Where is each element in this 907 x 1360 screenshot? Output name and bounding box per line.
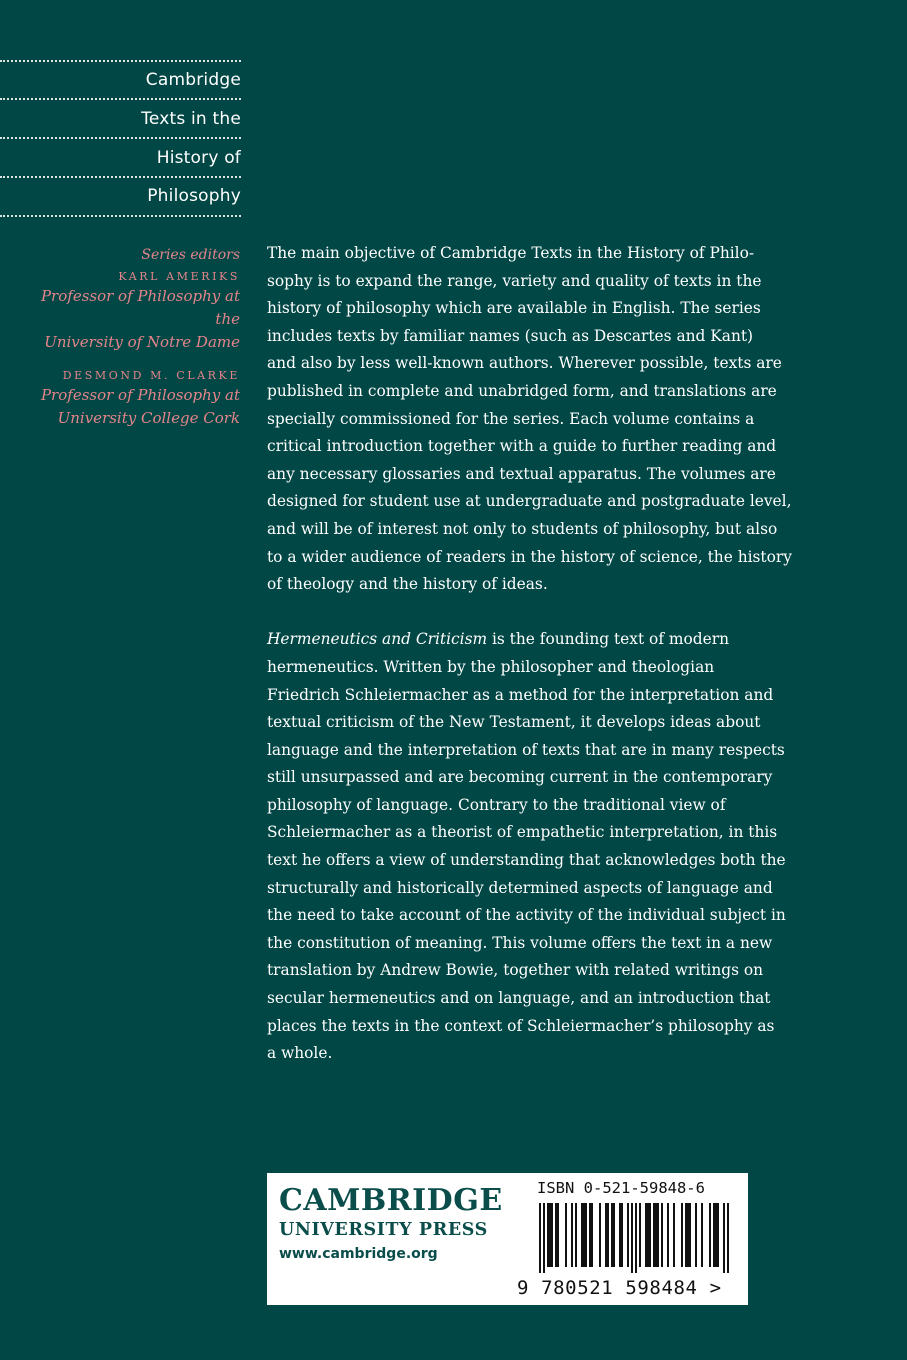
text-line: textual criticism of the New Testament, it develops ideas about xyxy=(267,713,761,732)
barcode-bar xyxy=(539,1203,541,1273)
text-line: places the texts in the context of Schleiermacher’s philosophy as xyxy=(267,1016,775,1035)
barcode-bar xyxy=(555,1203,557,1267)
barcode-bar xyxy=(727,1203,729,1273)
barcode-bar xyxy=(613,1203,615,1267)
publisher-subname: UNIVERSITY PRESS xyxy=(279,1220,488,1240)
book-title: Hermeneutics and Criticism xyxy=(267,630,488,649)
text-line: of theology and the history of ideas. xyxy=(267,575,548,594)
editor-name: KARL AMERIKS xyxy=(118,270,240,283)
barcode-bar xyxy=(647,1203,649,1267)
text-line: philosophy of language. Contrary to the traditional view of xyxy=(267,795,726,814)
barcode-bar xyxy=(591,1203,593,1267)
editor-role: University College Cork xyxy=(57,409,240,427)
barcode-bar xyxy=(599,1203,601,1267)
text-line: structurally and historically determined aspects of language and xyxy=(267,878,773,897)
barcode-bar xyxy=(627,1203,629,1267)
barcode-bar xyxy=(607,1203,609,1267)
text-line: still unsurpassed and are becoming current in the contemporary xyxy=(267,768,773,787)
barcode-bar xyxy=(713,1203,715,1267)
dotted-rule xyxy=(0,98,241,100)
text-line: text he offers a view of understanding that acknowledges both the xyxy=(267,851,786,870)
barcode-bar xyxy=(605,1203,607,1267)
text-line: the constitution of meaning. This volume offers the text in a new xyxy=(267,933,773,952)
text-line: designed for student use at undergraduate and postgraduate level, xyxy=(267,492,792,511)
barcode-bar xyxy=(667,1203,669,1267)
barcode-bar xyxy=(689,1203,691,1267)
barcode-bar xyxy=(709,1203,711,1267)
book-description xyxy=(267,240,792,1095)
barcode-bar xyxy=(611,1203,613,1267)
barcode-bar xyxy=(649,1203,651,1267)
barcode-bar xyxy=(551,1203,553,1267)
editor-name: DESMOND M. CLARKE xyxy=(62,369,240,382)
barcode-bar xyxy=(575,1203,577,1267)
text-line: published in complete and unabridged form, and translations are xyxy=(267,381,777,400)
text-line: any necessary glossaries and textual apparatus. The volumes are xyxy=(267,464,776,483)
editor-role: Professor of Philosophy at the xyxy=(40,287,240,328)
barcode-bar xyxy=(685,1203,687,1267)
text-line: and also by less well-known authors. Wherever possible, texts are xyxy=(267,354,782,373)
text-line: to a wider audience of readers in the history of science, the history xyxy=(267,547,792,566)
publisher-url: www.cambridge.org xyxy=(279,1246,438,1262)
dotted-rule xyxy=(0,215,241,217)
barcode xyxy=(535,1203,743,1275)
barcode-bar xyxy=(557,1203,559,1267)
barcode-bar xyxy=(645,1203,647,1267)
barcode-bar xyxy=(631,1203,633,1273)
barcode-bar xyxy=(653,1203,655,1267)
barcode-bar xyxy=(589,1203,591,1267)
barcode-bar xyxy=(655,1203,657,1267)
text-line: the need to take account of the activity of the individual subject in xyxy=(267,906,786,925)
barcode-bar xyxy=(715,1203,717,1267)
barcode-bar xyxy=(681,1203,683,1267)
barcode-bar xyxy=(547,1203,549,1267)
series-editors xyxy=(20,245,240,430)
series-title-line-4: Philosophy xyxy=(147,186,241,206)
barcode-bar xyxy=(673,1203,675,1267)
dotted-rule xyxy=(0,60,241,62)
barcode-bar xyxy=(661,1203,663,1267)
text-line: language and the interpretation of texts that are in many respects xyxy=(267,740,785,759)
barcode-bar xyxy=(549,1203,551,1267)
text-line: and will be of interest not only to students of philosophy, but also xyxy=(267,519,778,538)
barcode-bar xyxy=(635,1203,637,1273)
barcode-bar xyxy=(657,1203,659,1267)
barcode-bar xyxy=(585,1203,587,1267)
barcode-bar xyxy=(565,1203,567,1267)
editor-role: University of Notre Dame xyxy=(44,333,240,351)
barcode-bar xyxy=(619,1203,621,1267)
series-title-line-1: Cambridge xyxy=(145,70,241,90)
barcode-bar xyxy=(723,1203,725,1273)
text-line: history of philosophy which are available in English. The series xyxy=(267,299,761,318)
series-description-paragraph xyxy=(267,240,792,599)
series-title-line-3: History of xyxy=(156,148,241,168)
text-line: hermeneutics. Written by the philosopher and theologian xyxy=(267,657,715,676)
text-line: a whole. xyxy=(267,1044,333,1063)
text-line: secular hermeneutics and on language, and an introduction that xyxy=(267,989,771,1008)
barcode-bar xyxy=(639,1203,641,1267)
text-line: specially commissioned for the series. Each volume contains a xyxy=(267,409,755,428)
barcode-bar xyxy=(583,1203,585,1267)
barcode-bar xyxy=(701,1203,703,1267)
publisher-barcode-box xyxy=(267,1173,748,1305)
series-editors-label: Series editors xyxy=(141,247,240,263)
text-line: critical introduction together with a guide to further reading and xyxy=(267,437,777,456)
text-line: translation by Andrew Bowie, together with related writings on xyxy=(267,961,764,980)
text-line: Friedrich Schleiermacher as a method for the interpretation and xyxy=(267,685,774,704)
text-line: sophy is to expand the range, variety and quality of texts in the xyxy=(267,271,762,290)
publisher-name: CAMBRIDGE xyxy=(279,1183,503,1218)
barcode-bar xyxy=(581,1203,583,1267)
book-description-paragraph xyxy=(267,626,786,1068)
ean-digits: 9 780521 598484 > xyxy=(517,1277,722,1299)
dotted-rule xyxy=(0,176,241,178)
series-title-line-2: Texts in the xyxy=(141,109,241,129)
barcode-bar xyxy=(621,1203,623,1267)
text-line: Hermeneutics and Criticism is the founding text of modern xyxy=(267,630,729,649)
barcode-bar xyxy=(543,1203,545,1273)
text-line: includes texts by familiar names (such as Descartes and Kant) xyxy=(267,326,754,345)
barcode-bar xyxy=(717,1203,719,1267)
dotted-rule xyxy=(0,137,241,139)
text-line: Schleiermacher as a theorist of empathetic interpretation, in this xyxy=(267,823,778,842)
barcode-bar xyxy=(695,1203,697,1267)
editor-role: Professor of Philosophy at xyxy=(40,386,240,404)
barcode-bar xyxy=(571,1203,573,1267)
text-line: The main objective of Cambridge Texts in the History of Philo- xyxy=(267,244,755,262)
barcode-bar xyxy=(687,1203,689,1267)
isbn-label: ISBN 0-521-59848-6 xyxy=(537,1179,705,1197)
